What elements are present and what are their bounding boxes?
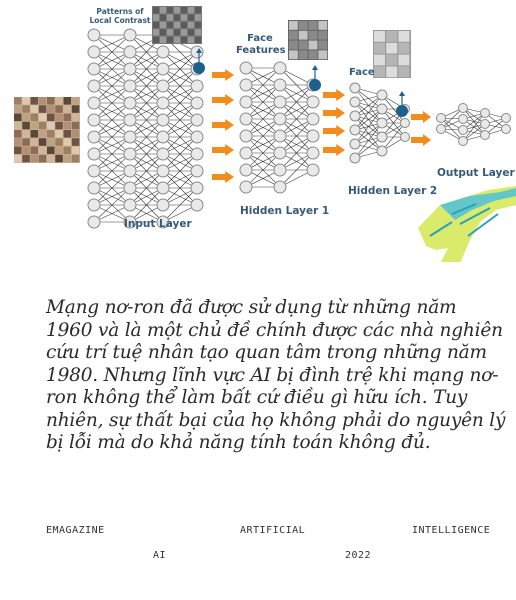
network-node [191, 97, 203, 109]
network-node [459, 104, 468, 113]
collage-tile [72, 97, 80, 105]
output-layer-label: Output Layer [437, 167, 515, 179]
network-node [350, 139, 360, 149]
network-node [377, 132, 387, 142]
orange-arrow [323, 89, 345, 101]
patterns-thumbnail [152, 6, 202, 44]
pattern-tile [188, 37, 194, 43]
network-node [459, 115, 468, 124]
collage-tile [22, 155, 30, 163]
pattern-tile [153, 37, 159, 43]
pattern-tile [174, 14, 180, 20]
collage-tile [39, 114, 47, 122]
network-node [240, 62, 252, 74]
collage-tile [64, 155, 72, 163]
feature-tile [299, 50, 308, 59]
network-node [124, 97, 136, 109]
network-node [274, 130, 286, 142]
network-node [377, 146, 387, 156]
network-node [350, 153, 360, 163]
network-node [124, 148, 136, 160]
collage-tile [14, 130, 22, 138]
feature-tile [318, 31, 327, 40]
pattern-tile [153, 14, 159, 20]
orange-arrow [212, 69, 234, 81]
collage-tile [55, 138, 63, 146]
network-node [377, 104, 387, 114]
collage-tile [55, 130, 63, 138]
collage-tile [14, 147, 22, 155]
collage-tile [47, 130, 55, 138]
feature-tile [289, 21, 298, 30]
face-tile [374, 55, 385, 66]
neural-network-diagram [0, 0, 516, 262]
network-node [157, 80, 169, 92]
collage-tile [72, 130, 80, 138]
network-node [157, 182, 169, 194]
network-node [124, 131, 136, 143]
pattern-tile [160, 14, 166, 20]
collage-tile [31, 114, 39, 122]
network-node [191, 131, 203, 143]
network-node [157, 131, 169, 143]
network-node [274, 79, 286, 91]
network-node [274, 62, 286, 74]
network-node [240, 147, 252, 159]
network-node [377, 118, 387, 128]
network-node [88, 46, 100, 58]
network-node [481, 131, 490, 140]
network-node [157, 148, 169, 160]
footer-intelligence: INTELLIGENCE [412, 525, 491, 536]
network-node [88, 216, 100, 228]
collage-tile [47, 155, 55, 163]
network-node [157, 165, 169, 177]
pattern-tile [167, 7, 173, 13]
network-node [88, 80, 100, 92]
pattern-tile [174, 29, 180, 35]
pattern-tile [167, 37, 173, 43]
pattern-tile [181, 37, 187, 43]
feature-tile [299, 31, 308, 40]
collage-tile [39, 105, 47, 113]
network-node [240, 79, 252, 91]
pattern-tile [160, 29, 166, 35]
pattern-tile [174, 37, 180, 43]
orange-arrow [411, 111, 431, 123]
network-node [124, 114, 136, 126]
pattern-tile [188, 22, 194, 28]
feature-tile [289, 31, 298, 40]
network-node [191, 182, 203, 194]
pattern-tile [188, 7, 194, 13]
network-node [240, 113, 252, 125]
collage-tile [72, 138, 80, 146]
network-node [88, 199, 100, 211]
face-tile [386, 43, 397, 54]
face-features-thumbnail [288, 20, 328, 60]
face-tile [398, 43, 409, 54]
footer-year: 2022 [345, 550, 372, 561]
orange-arrow [411, 134, 431, 146]
network-node [307, 164, 319, 176]
network-node [124, 80, 136, 92]
collage-tile [64, 114, 72, 122]
network-node [350, 97, 360, 107]
network-node [240, 96, 252, 108]
face-tile [374, 66, 385, 77]
orange-arrow [323, 144, 345, 156]
pattern-tile [153, 22, 159, 28]
network-node [191, 199, 203, 211]
network-node [481, 109, 490, 118]
network-node [88, 63, 100, 75]
face-tile [386, 31, 397, 42]
feature-tile [299, 21, 308, 30]
orange-arrow [323, 107, 345, 119]
feature-tile [309, 50, 318, 59]
collage-tile [39, 97, 47, 105]
collage-tile [64, 105, 72, 113]
network-node [502, 125, 511, 134]
hidden-layer-2-label: Hidden Layer 2 [348, 185, 438, 197]
network-node [307, 113, 319, 125]
collage-tile [47, 97, 55, 105]
highlight-node [193, 62, 205, 74]
network-node [502, 114, 511, 123]
collage-tile [31, 97, 39, 105]
network-node [88, 29, 100, 41]
network-node [240, 130, 252, 142]
network-node [274, 147, 286, 159]
collage-tile [64, 122, 72, 130]
pattern-tile [167, 22, 173, 28]
collage-tile [47, 105, 55, 113]
pattern-tile [181, 14, 187, 20]
face-tile [398, 31, 409, 42]
network-node [437, 125, 446, 134]
collage-tile [31, 122, 39, 130]
collage-tile [22, 138, 30, 146]
face-tile [386, 55, 397, 66]
network-node [401, 119, 410, 128]
robot-hand-graphic [418, 186, 516, 262]
pattern-tile [181, 22, 187, 28]
feature-tile [299, 41, 308, 50]
network-node [307, 130, 319, 142]
pattern-tile [195, 22, 201, 28]
collage-tile [14, 105, 22, 113]
footer-ai: AI [153, 550, 167, 561]
pattern-tile [153, 7, 159, 13]
face-features-label: Face Features [236, 33, 286, 56]
collage-tile [72, 147, 80, 155]
pattern-tile [181, 29, 187, 35]
collage-tile [39, 122, 47, 130]
footer-artificial: ARTIFICIAL [240, 525, 306, 536]
network-node [88, 131, 100, 143]
network-node [157, 97, 169, 109]
network-node [240, 164, 252, 176]
network-node [240, 181, 252, 193]
network-node [350, 125, 360, 135]
collage-tile [22, 130, 30, 138]
collage-tile [64, 130, 72, 138]
pattern-tile [174, 7, 180, 13]
collage-tile [64, 147, 72, 155]
orange-arrow [212, 94, 234, 106]
network-node [459, 126, 468, 135]
face-tile [398, 55, 409, 66]
network-node [191, 148, 203, 160]
pattern-tile [181, 7, 187, 13]
feature-tile [309, 21, 318, 30]
collage-tile [31, 105, 39, 113]
collage-tile [64, 138, 72, 146]
collage-tile [31, 130, 39, 138]
network-node [307, 96, 319, 108]
input-layer-label: Input Layer [124, 218, 192, 230]
feature-tile [309, 31, 318, 40]
feature-tile [309, 41, 318, 50]
collage-tile [47, 114, 55, 122]
network-node [157, 63, 169, 75]
network-node [124, 29, 136, 41]
network-node [88, 182, 100, 194]
collage-tile [22, 122, 30, 130]
collage-tile [55, 97, 63, 105]
collage-tile [14, 122, 22, 130]
network-node [459, 137, 468, 146]
collage-tile [55, 114, 63, 122]
feature-tile [289, 41, 298, 50]
collage-tile [64, 97, 72, 105]
feature-tile [318, 41, 327, 50]
pattern-tile [153, 29, 159, 35]
feature-tile [318, 50, 327, 59]
collage-tile [55, 147, 63, 155]
network-node [88, 165, 100, 177]
network-node [157, 46, 169, 58]
orange-arrow [212, 171, 234, 183]
face-tile [398, 66, 409, 77]
collage-tile [14, 138, 22, 146]
collage-tile [39, 130, 47, 138]
collage-tile [47, 122, 55, 130]
network-node [377, 90, 387, 100]
hidden-layer-1-label: Hidden Layer 1 [240, 205, 330, 217]
network-node [274, 113, 286, 125]
pattern-tile [188, 14, 194, 20]
face-collage-image [14, 97, 80, 163]
collage-tile [31, 147, 39, 155]
collage-tile [55, 122, 63, 130]
network-node [191, 114, 203, 126]
collage-tile [47, 147, 55, 155]
network-node [307, 147, 319, 159]
collage-tile [39, 138, 47, 146]
highlight-arrow-head [399, 91, 405, 96]
network-node [437, 114, 446, 123]
pattern-tile [174, 22, 180, 28]
network-node [88, 148, 100, 160]
patterns-label: Patterns of Local Contrast [89, 7, 151, 25]
collage-tile [22, 97, 30, 105]
network-node [124, 63, 136, 75]
collage-tile [14, 97, 22, 105]
network-node [191, 80, 203, 92]
pattern-tile [195, 14, 201, 20]
face-tile [374, 43, 385, 54]
network-node [157, 199, 169, 211]
collage-tile [31, 138, 39, 146]
pattern-tile [195, 7, 201, 13]
network-node [350, 83, 360, 93]
footer-emagazine: EMAGAZINE [46, 525, 105, 536]
network-node [124, 182, 136, 194]
collage-tile [72, 105, 80, 113]
collage-tile [31, 155, 39, 163]
collage-tile [14, 114, 22, 122]
highlight-arrow-head [312, 65, 318, 70]
collage-tile [39, 155, 47, 163]
face-tile [374, 31, 385, 42]
face-thumbnail [373, 30, 411, 78]
collage-tile [39, 147, 47, 155]
collage-tile [22, 114, 30, 122]
pattern-tile [160, 7, 166, 13]
orange-arrow [212, 119, 234, 131]
pattern-tile [167, 14, 173, 20]
orange-arrow [212, 144, 234, 156]
network-node [124, 199, 136, 211]
collage-tile [72, 114, 80, 122]
network-node [124, 165, 136, 177]
network-node [191, 165, 203, 177]
pattern-tile [188, 29, 194, 35]
network-node [88, 114, 100, 126]
network-node [274, 164, 286, 176]
collage-tile [72, 155, 80, 163]
pattern-tile [167, 29, 173, 35]
face-label: Face [349, 67, 375, 78]
collage-tile [14, 155, 22, 163]
network-node [401, 133, 410, 142]
feature-tile [318, 21, 327, 30]
pattern-tile [160, 37, 166, 43]
network-node [124, 46, 136, 58]
pattern-tile [195, 37, 201, 43]
network-node [481, 120, 490, 129]
highlight-node [396, 105, 408, 117]
face-tile [386, 66, 397, 77]
highlight-node [309, 79, 321, 91]
collage-tile [47, 138, 55, 146]
network-node [350, 111, 360, 121]
collage-tile [72, 122, 80, 130]
network-node [88, 97, 100, 109]
orange-arrow [323, 125, 345, 137]
collage-tile [22, 147, 30, 155]
network-node [274, 96, 286, 108]
pattern-tile [160, 22, 166, 28]
collage-tile [55, 155, 63, 163]
quote-paragraph: Mạng nơ-ron đã được sử dụng từ những năm 1960 và là một chủ đề chính được các nhà nghiên cứu trí tuệ nhân tạo quan tâm trong những năm 1980. Nhưng lĩnh vực AI bị đình trệ khi mạng nơ-ron không thể làm bất cứ điều gì hữu ích. Tuy nhiên, sự thất bại của họ không phải do nguyên lý bị lỗi mà do khả năng tính toán không đủ. [46, 297, 506, 453]
feature-tile [289, 50, 298, 59]
network-node [157, 114, 169, 126]
collage-tile [55, 105, 63, 113]
collage-tile [22, 105, 30, 113]
pattern-tile [195, 29, 201, 35]
network-node [274, 181, 286, 193]
